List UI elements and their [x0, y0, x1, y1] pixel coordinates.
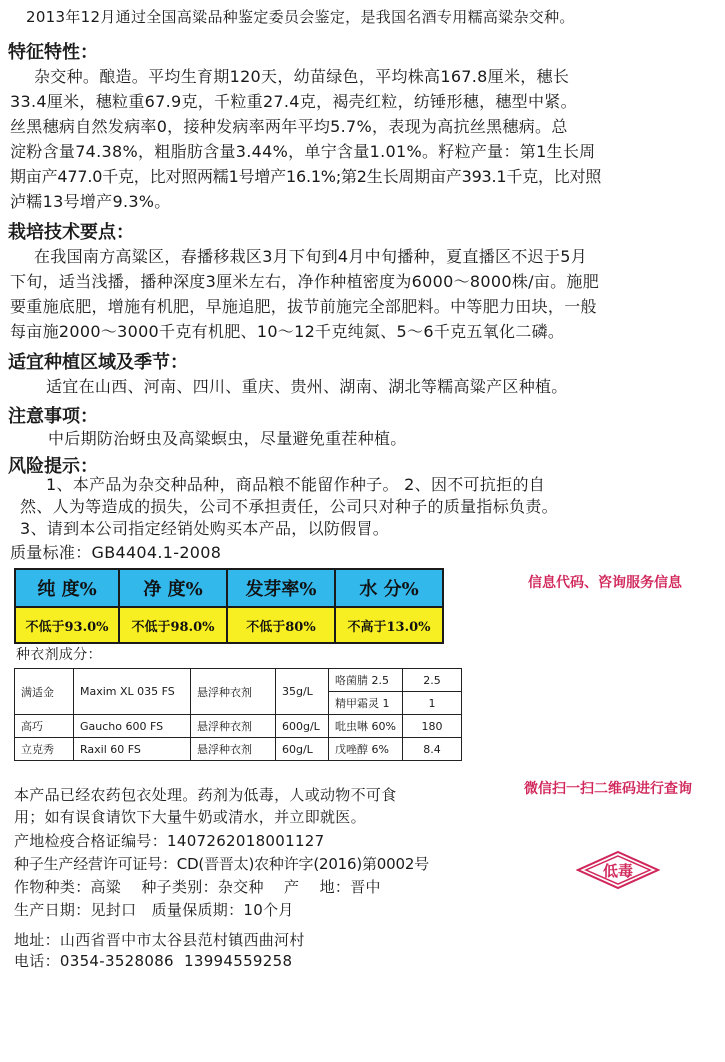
license-number: 种子生产经营许可证号：CD(晋晋太)农种许字(2016)第0002号	[14, 855, 429, 873]
coating-value: 1	[402, 692, 461, 715]
coating-concentration: 600g/L	[276, 715, 329, 738]
production-date: 生产日期：见封口 质量保质期：10个月	[14, 901, 294, 919]
crop-info: 作物种类：高粱 种子类别：杂交种 产 地：晋中	[14, 878, 381, 896]
low-toxicity-text: 低毒	[602, 862, 634, 880]
features-line: 淀粉含量74.38%，粗脂肪含量3.44%，单宁含量1.01%。籽粒产量：第1生长周	[10, 142, 596, 161]
coating-type: 悬浮种衣剂	[191, 715, 276, 738]
coating-product: Raxil 60 FS	[74, 738, 191, 761]
pesticide-warning: 本产品已经农药包衣处理。药剂为低毒，人或动物不可食	[14, 786, 397, 804]
cultivation-line: 要重施底肥，增施有机肥，早施追肥，拔节前施完全部肥料。中等肥力田块，一般	[10, 297, 597, 316]
cultivation-line: 在我国南方高粱区，春播移栽区3月下旬到4月中旬播种，夏直播区不迟于5月	[34, 247, 588, 266]
coating-type: 悬浮种衣剂	[191, 738, 276, 761]
coating-product: Gaucho 600 FS	[74, 715, 191, 738]
coating-value: 180	[402, 715, 461, 738]
wechat-scan-label: 微信扫一扫二维码进行查询	[524, 781, 692, 797]
notes-heading: 注意事项：	[8, 406, 98, 427]
info-code-label: 信息代码、咨询服务信息	[528, 575, 682, 591]
quality-standard: 质量标准：GB4404.1-2008	[10, 543, 222, 562]
coating-value: 8.4	[402, 738, 461, 761]
coating-value: 2.5	[402, 669, 461, 692]
quality-value-germination: 不低于80%	[227, 607, 335, 643]
intro-text: 2013年12月通过全国高粱品种鉴定委员会鉴定，是我国名酒专用糯高粱杂交种。	[26, 8, 575, 26]
coating-name: 满适金	[15, 669, 74, 715]
coating-concentration: 60g/L	[276, 738, 329, 761]
cultivation-heading: 栽培技术要点：	[8, 222, 134, 243]
coating-name: 立克秀	[15, 738, 74, 761]
coating-title: 种衣剂成分：	[16, 647, 102, 663]
phone: 电话：0354-3528086 13994559258	[14, 952, 293, 970]
pesticide-warning: 用；如有误食请饮下大量牛奶或清水，并立即就医。	[14, 808, 366, 826]
features-line: 丝黑穗病自然发病率0，接种发病率两年平均5.7%，表现为高抗丝黑穗病。总	[10, 117, 568, 136]
coating-concentration: 35g/L	[276, 669, 329, 715]
low-toxicity-badge	[576, 850, 660, 894]
features-heading: 特征特性：	[8, 42, 98, 63]
region-line: 适宜在山西、河南、四川、重庆、贵州、湖南、湖北等糯高粱产区种植。	[46, 377, 568, 396]
cultivation-line: 下旬，适当浅播，播种深度3厘米左右，净作种植密度为6000～8000株/亩。施肥	[10, 272, 600, 291]
coating-name: 高巧	[15, 715, 74, 738]
coating-product: Maxim XL 035 FS	[74, 669, 191, 715]
features-line: 泸糯13号增产9.3%。	[10, 192, 171, 211]
quality-header-germination: 发芽率%	[227, 569, 335, 607]
quality-table	[14, 568, 444, 644]
coating-table	[14, 668, 462, 761]
coating-ingredient: 精甲霜灵 1	[329, 692, 403, 715]
risk-line: 1、本产品为杂交种品种，商品粮不能留作种子。 2、因不可抗拒的自	[46, 475, 546, 494]
quality-header-moisture: 水 分%	[335, 569, 443, 607]
coating-ingredient: 吡虫啉 60%	[329, 715, 403, 738]
risk-line: 3、请到本公司指定经销处购买本产品，以防假冒。	[20, 519, 390, 538]
cultivation-line: 每亩施2000～3000千克有机肥、10～12千克纯氮、5～6千克五氧化二磷。	[10, 322, 565, 341]
risk-line: 然、人为等造成的损失，公司不承担责任，公司只对种子的质量指标负责。	[20, 497, 558, 516]
quality-value-purity: 不低于93.0%	[15, 607, 119, 643]
coating-ingredient: 咯菌腈 2.5	[329, 669, 403, 692]
features-line: 杂交种。酿造。平均生育期120天，幼苗绿色，平均株高167.8厘米，穗长	[34, 67, 570, 86]
quality-header-purity: 纯 度%	[15, 569, 119, 607]
quality-header-cleanliness: 净 度%	[119, 569, 227, 607]
coating-ingredient: 戊唑醇 6%	[329, 738, 403, 761]
quarantine-number: 产地检疫合格证编号：1407262018001127	[14, 832, 325, 850]
features-line: 33.4厘米，穗粒重67.9克，千粒重27.4克，褐壳红粒，纺锤形穗，穗型中紧。	[10, 92, 577, 111]
coating-type: 悬浮种衣剂	[191, 669, 276, 715]
features-line: 期亩产477.0千克，比对照两糯1号增产16.1%;第2生长周期亩产393.1千克，比对照	[10, 167, 602, 186]
notes-line: 中后期防治蚜虫及高粱螟虫，尽量避免重茬种植。	[48, 429, 407, 448]
address: 地址：山西省晋中市太谷县范村镇西曲河村	[14, 931, 305, 949]
quality-value-moisture: 不高于13.0%	[335, 607, 443, 643]
quality-value-cleanliness: 不低于98.0%	[119, 607, 227, 643]
risk-heading: 风险提示：	[8, 456, 98, 477]
region-heading: 适宜种植区域及季节：	[8, 352, 188, 373]
